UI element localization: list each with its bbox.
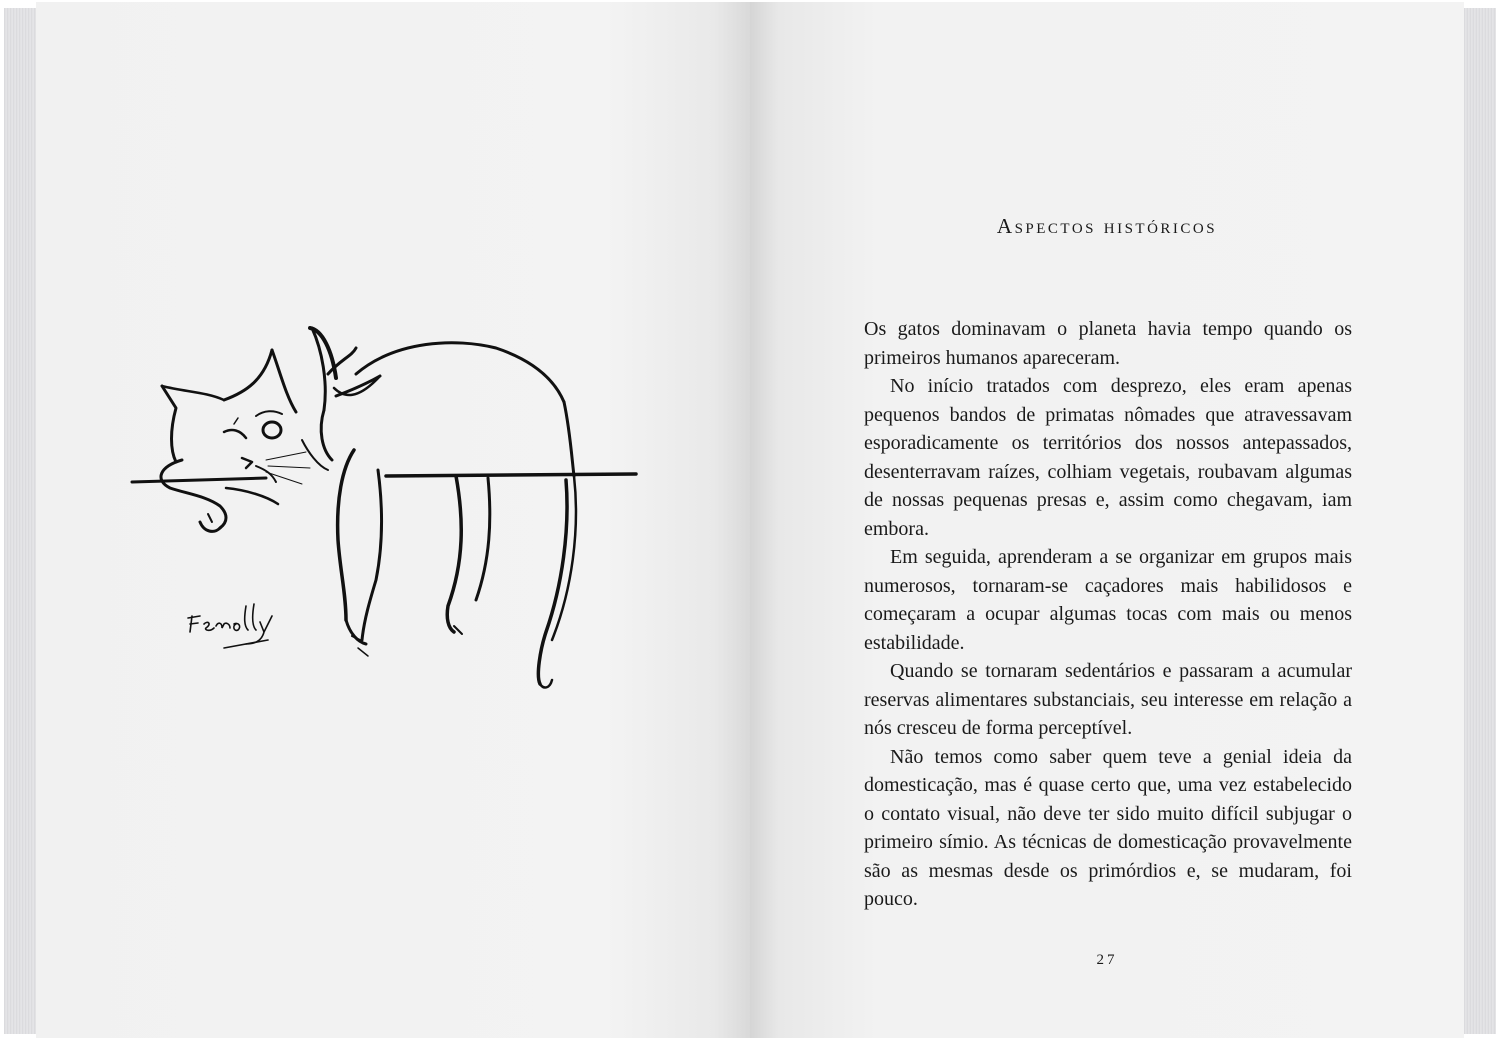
sleeping-cat-illustration	[96, 300, 656, 700]
page-number: 27	[1096, 952, 1118, 968]
paragraph: No início tratados com desprezo, eles eram apenas pequenos bandos de primatas nômades que atravessavam esporadicamente os territórios dos nossos antepassados, desenterravam raízes, colhiam vegetais, roubavam algumas de nossas pequenas presas e, assim como chegavam, iam embora.	[864, 375, 1352, 540]
chapter-body	[864, 315, 1352, 914]
left-page-edges	[4, 8, 38, 1034]
artist-signature	[188, 604, 272, 648]
paragraph: Quando se tornaram sedentários e passaram a acumular reservas alimentares substanciais, seu interesse em relação a nós cresceu de forma perceptível.	[864, 660, 1352, 739]
paragraph: Em seguida, aprenderam a se organizar em grupos mais numerosos, tornaram-se caçadores mais habilidosos e começaram a ocupar algumas tocas com mais ou menos estabilidade.	[864, 546, 1352, 654]
chapter-title: Aspectos históricos	[996, 214, 1218, 239]
paragraph: Não temos como saber quem teve a genial ideia da domesticação, mas é quase certo que, uma vez estabelecido o contato visual, não deve ter sido muito difícil subjugar o primeiro símio. As técnicas de domesticação provavelmente são as mesmas desde os primórdios e, se mudaram, foi pouco.	[864, 745, 1352, 910]
paragraph: Os gatos dominavam o planeta havia tempo quando os primeiros humanos apareceram.	[864, 318, 1352, 369]
right-page-edges	[1462, 8, 1496, 1034]
